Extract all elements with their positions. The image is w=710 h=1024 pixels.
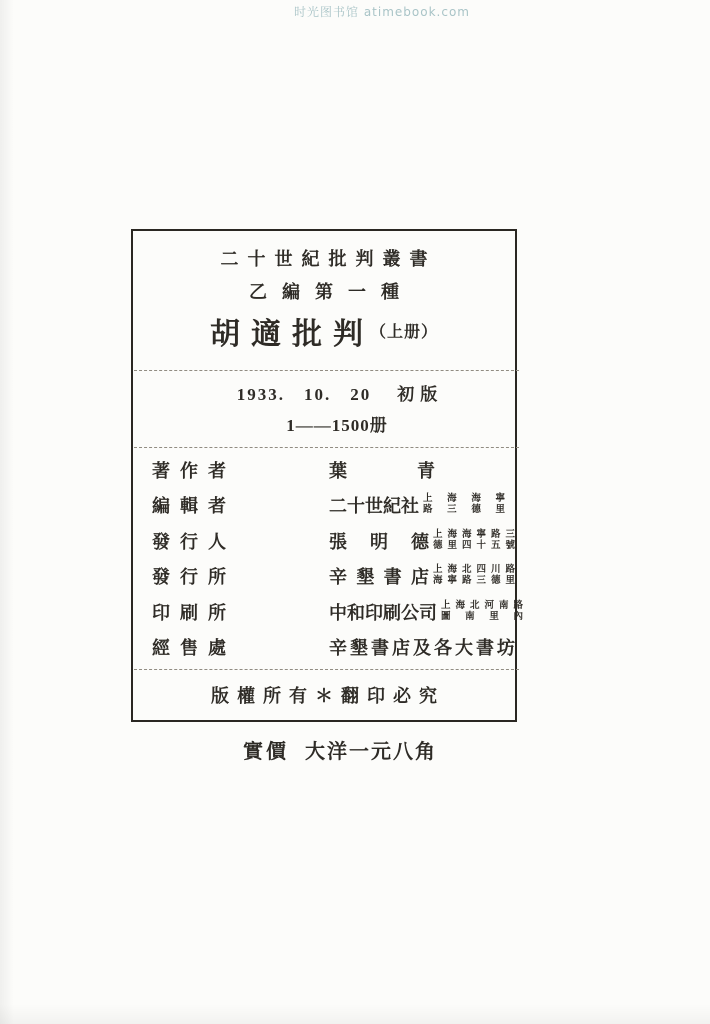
address-line-1: 上海海寧路三 bbox=[433, 529, 515, 540]
print-run-text: 1——1500册 bbox=[286, 416, 388, 435]
volume-label bbox=[133, 278, 515, 304]
table-row-distributor bbox=[133, 630, 518, 666]
row-value: 葉青 bbox=[329, 460, 435, 481]
series-title-text: 二十世紀批判叢書 bbox=[220, 249, 437, 269]
address-line-1: 上海海寧 bbox=[423, 494, 505, 505]
print-run bbox=[146, 411, 528, 436]
row-label: 發行所 bbox=[152, 567, 236, 588]
address-line-2: 海寧路三德里 bbox=[433, 576, 515, 587]
address-line-2: 路三德里 bbox=[423, 505, 505, 516]
row-address-note bbox=[433, 565, 515, 587]
row-label: 發行人 bbox=[152, 531, 236, 552]
divider-rule-middle bbox=[134, 447, 519, 448]
book-title: 胡適批判 bbox=[209, 318, 374, 351]
table-row-printer bbox=[133, 594, 523, 630]
price-label: 實價 bbox=[243, 741, 289, 763]
address-line-1: 上海北四川路 bbox=[433, 565, 515, 576]
row-value: 辛墾書店及各大書坊 bbox=[329, 638, 518, 659]
row-label: 編輯者 bbox=[152, 496, 236, 517]
copyright-notice bbox=[133, 682, 515, 708]
edition-label: 初版 bbox=[397, 385, 444, 404]
address-line-1: 上海北河南路 bbox=[441, 600, 523, 611]
row-value: 張明德 bbox=[329, 531, 429, 552]
print-date: 1933. 10. 20 bbox=[236, 385, 372, 404]
row-label: 經售處 bbox=[152, 638, 236, 659]
row-value: 二十世紀社 bbox=[329, 496, 419, 517]
row-address-note bbox=[423, 494, 505, 516]
print-date-row bbox=[146, 380, 528, 405]
table-row-publishing-house bbox=[133, 559, 515, 595]
price-amount: 大洋一元八角 bbox=[305, 741, 437, 763]
copyright-notice-text: 版權所有＊翻印必究 bbox=[211, 686, 445, 706]
row-label: 印刷所 bbox=[152, 602, 236, 623]
table-row-author bbox=[133, 452, 515, 488]
table-row-editor bbox=[133, 488, 515, 524]
book-title-row bbox=[133, 309, 515, 353]
table-row-publisher-person bbox=[133, 523, 515, 559]
divider-rule-top bbox=[134, 370, 519, 371]
divider-rule-bottom bbox=[134, 669, 519, 670]
address-line-2: 圖南里內 bbox=[441, 611, 523, 622]
row-value: 辛墾書店 bbox=[329, 567, 429, 588]
address-line-2: 德里四十五號 bbox=[433, 540, 515, 551]
book-title-volume-note: （上册） bbox=[369, 324, 438, 341]
row-value: 中和印刷公司 bbox=[329, 602, 437, 623]
site-watermark: 时光图书馆 atimebook.com bbox=[294, 5, 470, 19]
colophon-box bbox=[131, 229, 523, 722]
volume-label-text: 乙編第一種 bbox=[249, 282, 414, 302]
publisher-info-table bbox=[133, 452, 523, 665]
price-line bbox=[0, 735, 695, 764]
row-address-note bbox=[441, 601, 523, 623]
series-title bbox=[133, 245, 515, 271]
row-address-note bbox=[433, 530, 515, 552]
row-label: 著作者 bbox=[152, 460, 236, 481]
